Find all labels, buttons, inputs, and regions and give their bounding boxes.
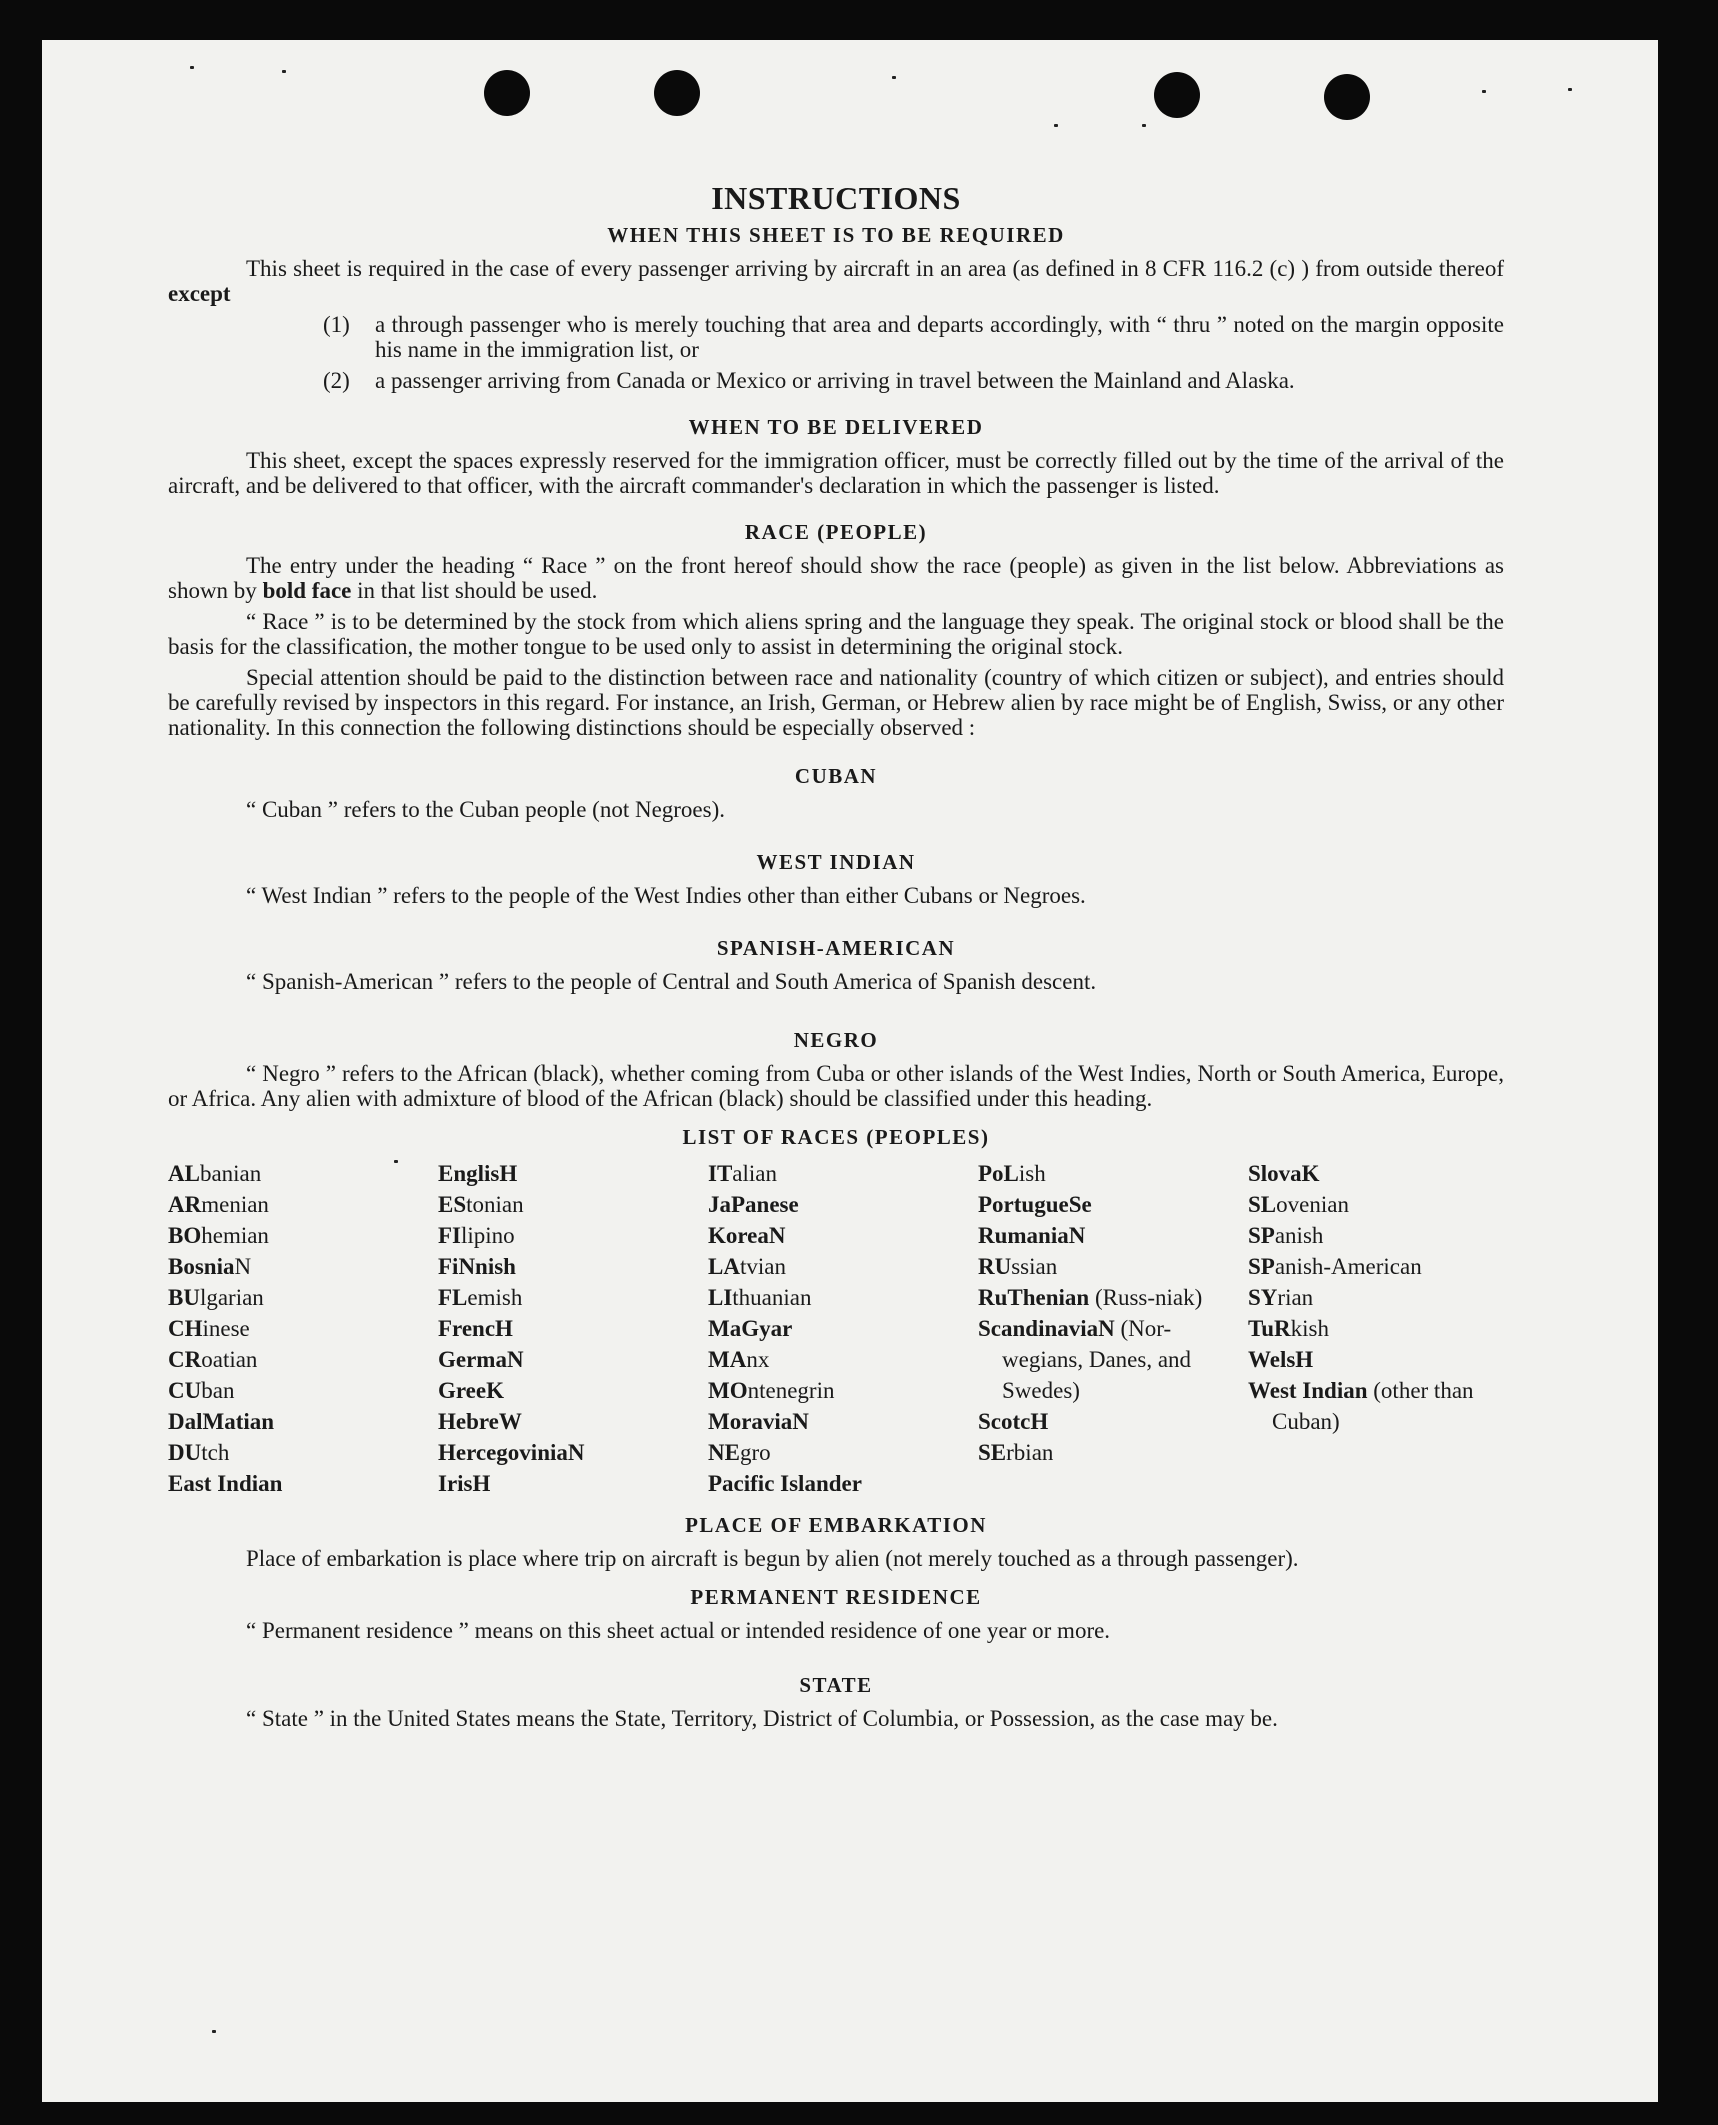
race-entry: [978, 1220, 1248, 1251]
race-abbrev: Pacific Islander: [708, 1471, 862, 1496]
race-entry: [168, 1251, 438, 1282]
race-rest: (Nor-wegians, Danes, and Swedes): [1002, 1316, 1192, 1403]
race-abbrev: LI: [708, 1285, 733, 1310]
speck: [1142, 124, 1146, 127]
race-entry: [168, 1344, 438, 1375]
race-abbrev: ES: [438, 1192, 467, 1217]
speck: [1568, 88, 1572, 91]
item-text: a through passenger who is merely touching that area and departs accordingly, with “ thru ” noted on the margin opposite his name in the immigration list, or: [375, 312, 1504, 362]
race-abbrev: BO: [168, 1223, 202, 1248]
race-rest: tvian: [739, 1254, 786, 1279]
race-abbrev: MO: [708, 1378, 748, 1403]
race-rest: thuanian: [732, 1285, 812, 1310]
race-entry: [438, 1251, 708, 1282]
item-number: (2): [323, 368, 350, 393]
item-number: (1): [323, 312, 350, 337]
race-entry: [708, 1220, 978, 1251]
race-abbrev: FiNnish: [438, 1254, 516, 1279]
heading-negro: NEGRO: [793, 1028, 879, 1052]
race-abbrev: CU: [168, 1378, 202, 1403]
race-abbrev: JaPanese: [708, 1192, 799, 1217]
race-abbrev: HebreW: [438, 1409, 522, 1434]
race-entry: [438, 1313, 708, 1344]
race-abbrev: SP: [1248, 1223, 1275, 1248]
race-abbrev: SY: [1248, 1285, 1278, 1310]
heading-list-of-races: LIST OF RACES (PEOPLES): [682, 1125, 990, 1149]
race-rest: lgarian: [199, 1285, 264, 1310]
race-abbrev: PortugueSe: [978, 1192, 1092, 1217]
race-rest: inese: [202, 1316, 250, 1341]
heading-west-indian: WEST INDIAN: [756, 850, 916, 874]
race-abbrev: AR: [168, 1192, 202, 1217]
race-abbrev: SP: [1248, 1254, 1275, 1279]
heading-embarkation: PLACE OF EMBARKATION: [685, 1513, 987, 1537]
race-abbrev: EnglisH: [438, 1161, 518, 1186]
speck: [1482, 90, 1486, 93]
race-entry: [168, 1189, 438, 1220]
race-abbrev: TuR: [1248, 1316, 1291, 1341]
race-rest: ish: [1018, 1161, 1046, 1186]
race-abbrev: IrisH: [438, 1471, 491, 1496]
race-entry: [978, 1437, 1248, 1468]
race-abbrev: FrencH: [438, 1316, 513, 1341]
race-entry: [708, 1251, 978, 1282]
punch-hole: [484, 70, 530, 116]
race-entry: [978, 1406, 1248, 1437]
race-paragraph-2: “ Race ” is to be determined by the stock from which aliens spring and the language they speak. The original stock or blood shall be the basis for the classification, the mother tongue to be used only to assist in determining the original stock.: [168, 609, 1504, 659]
race-abbrev: RU: [978, 1254, 1012, 1279]
race-entry: [1248, 1189, 1504, 1220]
race-entry: [168, 1158, 438, 1189]
race-abbrev: SlovaK: [1248, 1161, 1320, 1186]
race-rest: hemian: [201, 1223, 269, 1248]
when-required-intro: [168, 256, 1504, 306]
race-abbrev: GermaN: [438, 1347, 524, 1372]
race-entry: [708, 1406, 978, 1437]
heading-when-delivered: WHEN TO BE DELIVERED: [688, 415, 984, 439]
when-delivered-text: This sheet, except the spaces expressly reserved for the immigration officer, must be correctly filled out by the time of the arrival of the aircraft, and be delivered to that officer, with the aircraft commander's declaration in which the passenger is listed.: [168, 448, 1504, 498]
race-entry: [1248, 1344, 1504, 1375]
page-title: INSTRUCTIONS: [711, 180, 961, 216]
speck: [282, 70, 286, 73]
race-abbrev: MoraviaN: [708, 1409, 809, 1434]
heading-state: STATE: [799, 1673, 873, 1697]
heading-cuban: CUBAN: [794, 764, 878, 788]
race-rest: tonian: [466, 1192, 524, 1217]
race-abbrev: FI: [438, 1223, 461, 1248]
race-rest: anish: [1274, 1223, 1324, 1248]
race-abbrev: IT: [708, 1161, 733, 1186]
race-entry: [438, 1406, 708, 1437]
state-text: “ State ” in the United States means the State, Territory, District of Columbia, or Possession, as the case may be.: [246, 1706, 1278, 1731]
race-rest: (other than Cuban): [1272, 1378, 1474, 1434]
race-abbrev: NE: [708, 1440, 740, 1465]
race-rest: menian: [201, 1192, 269, 1217]
heading-race: RACE (PEOPLE): [744, 520, 928, 544]
race-p1-text: The entry under the heading “ Race ” on the front hereof should show the race (people) as given in the list below. Abbreviations as shown by: [168, 553, 1504, 603]
race-entry: [1248, 1220, 1504, 1251]
race-entry: [978, 1189, 1248, 1220]
race-abbrev: West Indian: [1248, 1378, 1368, 1403]
race-rest: ovenian: [1276, 1192, 1349, 1217]
race-entry: [708, 1313, 978, 1344]
race-entry: [708, 1375, 978, 1406]
negro-text: “ Negro ” refers to the African (black), whether coming from Cuba or other islands of the West Indies, North or South America, Europe, or Africa. Any alien with admixture of blood of the African (black) should be classified under this heading.: [168, 1061, 1504, 1111]
race-abbrev: Bosnia: [168, 1254, 235, 1279]
race-p1-bold: bold face: [262, 578, 352, 603]
heading-spanish-american: SPANISH-AMERICAN: [716, 936, 956, 960]
race-entry: [168, 1406, 438, 1437]
item-text: a passenger arriving from Canada or Mexico or arriving in travel between the Mainland and Alaska.: [375, 368, 1295, 393]
heading-permanent-residence: PERMANENT RESIDENCE: [690, 1585, 982, 1609]
races-column: [168, 1158, 438, 1499]
race-entry: [1248, 1282, 1504, 1313]
race-entry: [1248, 1375, 1504, 1437]
race-abbrev: GreeK: [438, 1378, 504, 1403]
residence-text: “ Permanent residence ” means on this sheet actual or intended residence of one year or more.: [246, 1618, 1111, 1643]
race-entry: [438, 1220, 708, 1251]
race-rest: rbian: [1006, 1440, 1054, 1465]
race-abbrev: RuThenian: [978, 1285, 1090, 1310]
race-entry: [978, 1158, 1248, 1189]
race-entry: [438, 1437, 708, 1468]
race-rest: ntenegrin: [747, 1378, 835, 1403]
race-abbrev: HercegoviniaN: [438, 1440, 585, 1465]
punch-hole: [654, 70, 700, 116]
race-entry: [1248, 1313, 1504, 1344]
race-rest: emish: [467, 1285, 523, 1310]
race-entry: [438, 1344, 708, 1375]
race-abbrev: ScotcH: [978, 1409, 1049, 1434]
race-entry: [1248, 1158, 1504, 1189]
race-entry: [708, 1437, 978, 1468]
race-abbrev: DU: [168, 1440, 202, 1465]
race-entry: [168, 1313, 438, 1344]
race-entry: [438, 1158, 708, 1189]
race-entry: [708, 1282, 978, 1313]
races-column: [708, 1158, 978, 1499]
race-abbrev: KoreaN: [708, 1223, 786, 1248]
race-entry: [978, 1251, 1248, 1282]
punch-hole: [1324, 74, 1370, 120]
race-abbrev: MaGyar: [708, 1316, 793, 1341]
spanish-american-text: “ Spanish-American ” refers to the people of Central and South America of Spanish descent.: [246, 969, 1097, 994]
speck: [1054, 124, 1058, 127]
embarkation-text: Place of embarkation is place where trip on aircraft is begun by alien (not merely touched as a through passenger).: [246, 1546, 1299, 1571]
punch-hole: [1154, 72, 1200, 118]
race-rest: (Russ-niak): [1089, 1285, 1203, 1310]
race-abbrev: AL: [168, 1161, 200, 1186]
race-rest: tch: [201, 1440, 230, 1465]
race-abbrev: PoL: [978, 1161, 1019, 1186]
race-rest: banian: [199, 1161, 262, 1186]
race-entry: [1248, 1251, 1504, 1282]
race-entry: [438, 1189, 708, 1220]
race-rest: ban: [201, 1378, 235, 1403]
races-table: [168, 1158, 1504, 1499]
race-rest: ssian: [1011, 1254, 1058, 1279]
cuban-text: “ Cuban ” refers to the Cuban people (not Negroes).: [246, 797, 726, 822]
race-abbrev: SL: [1248, 1192, 1277, 1217]
race-entry: [708, 1158, 978, 1189]
race-abbrev: FL: [438, 1285, 468, 1310]
speck: [190, 66, 194, 69]
race-rest: rian: [1277, 1285, 1314, 1310]
race-entry: [708, 1189, 978, 1220]
race-entry: [168, 1375, 438, 1406]
race-abbrev: WelsH: [1248, 1347, 1314, 1372]
race-p1-end: in that list should be used.: [357, 578, 598, 603]
list-item: [323, 312, 1504, 362]
race-abbrev: East Indian: [168, 1471, 283, 1496]
race-abbrev: RumaniaN: [978, 1223, 1086, 1248]
race-rest: gro: [739, 1440, 771, 1465]
race-entry: [708, 1344, 978, 1375]
race-entry: [708, 1468, 978, 1499]
race-entry: [438, 1468, 708, 1499]
races-column: [1248, 1158, 1504, 1499]
race-abbrev: MA: [708, 1347, 747, 1372]
race-abbrev: LA: [708, 1254, 740, 1279]
instructions-content: [168, 140, 1504, 1731]
race-paragraph-3: Special attention should be paid to the distinction between race and nationality (country of which citizen or subject), and entries should be carefully revised by inspectors in this regard. For instance, an Irish, German, or Hebrew alien by race might be of English, Swiss, or any other nationality. In this connection the following distinctions should be especially observed :: [168, 665, 1504, 740]
race-abbrev: ScandinaviaN: [978, 1316, 1115, 1341]
race-entry: [168, 1437, 438, 1468]
race-abbrev: CH: [168, 1316, 203, 1341]
race-rest: lipino: [461, 1223, 515, 1248]
race-rest: kish: [1290, 1316, 1329, 1341]
races-column: [978, 1158, 1248, 1499]
race-abbrev: DalMatian: [168, 1409, 275, 1434]
race-paragraph-1: [168, 553, 1504, 603]
race-rest: anish-American: [1274, 1254, 1422, 1279]
race-entry: [168, 1220, 438, 1251]
race-rest: oatian: [201, 1347, 258, 1372]
race-entry: [438, 1375, 708, 1406]
race-entry: [978, 1282, 1248, 1313]
race-entry: [978, 1313, 1248, 1406]
list-item: [323, 368, 1504, 393]
race-rest: alian: [732, 1161, 777, 1186]
race-rest: nx: [746, 1347, 770, 1372]
intro-text: This sheet is required in the case of every passenger arriving by aircraft in an area (as defined in 8 CFR 116.2 (c) ) from outside thereof: [246, 256, 1504, 281]
race-entry: [168, 1468, 438, 1499]
races-column: [438, 1158, 708, 1499]
race-abbrev: CR: [168, 1347, 202, 1372]
race-rest: N: [234, 1254, 252, 1279]
race-abbrev: BU: [168, 1285, 200, 1310]
west-indian-text: “ West Indian ” refers to the people of the West Indies other than either Cubans or Negroes.: [246, 883, 1086, 908]
race-abbrev: SE: [978, 1440, 1007, 1465]
heading-when-required: WHEN THIS SHEET IS TO BE REQUIRED: [607, 223, 1065, 247]
speck: [212, 2030, 216, 2033]
race-entry: [438, 1282, 708, 1313]
speck: [892, 76, 896, 79]
intro-bold: except: [168, 281, 231, 306]
race-entry: [168, 1282, 438, 1313]
